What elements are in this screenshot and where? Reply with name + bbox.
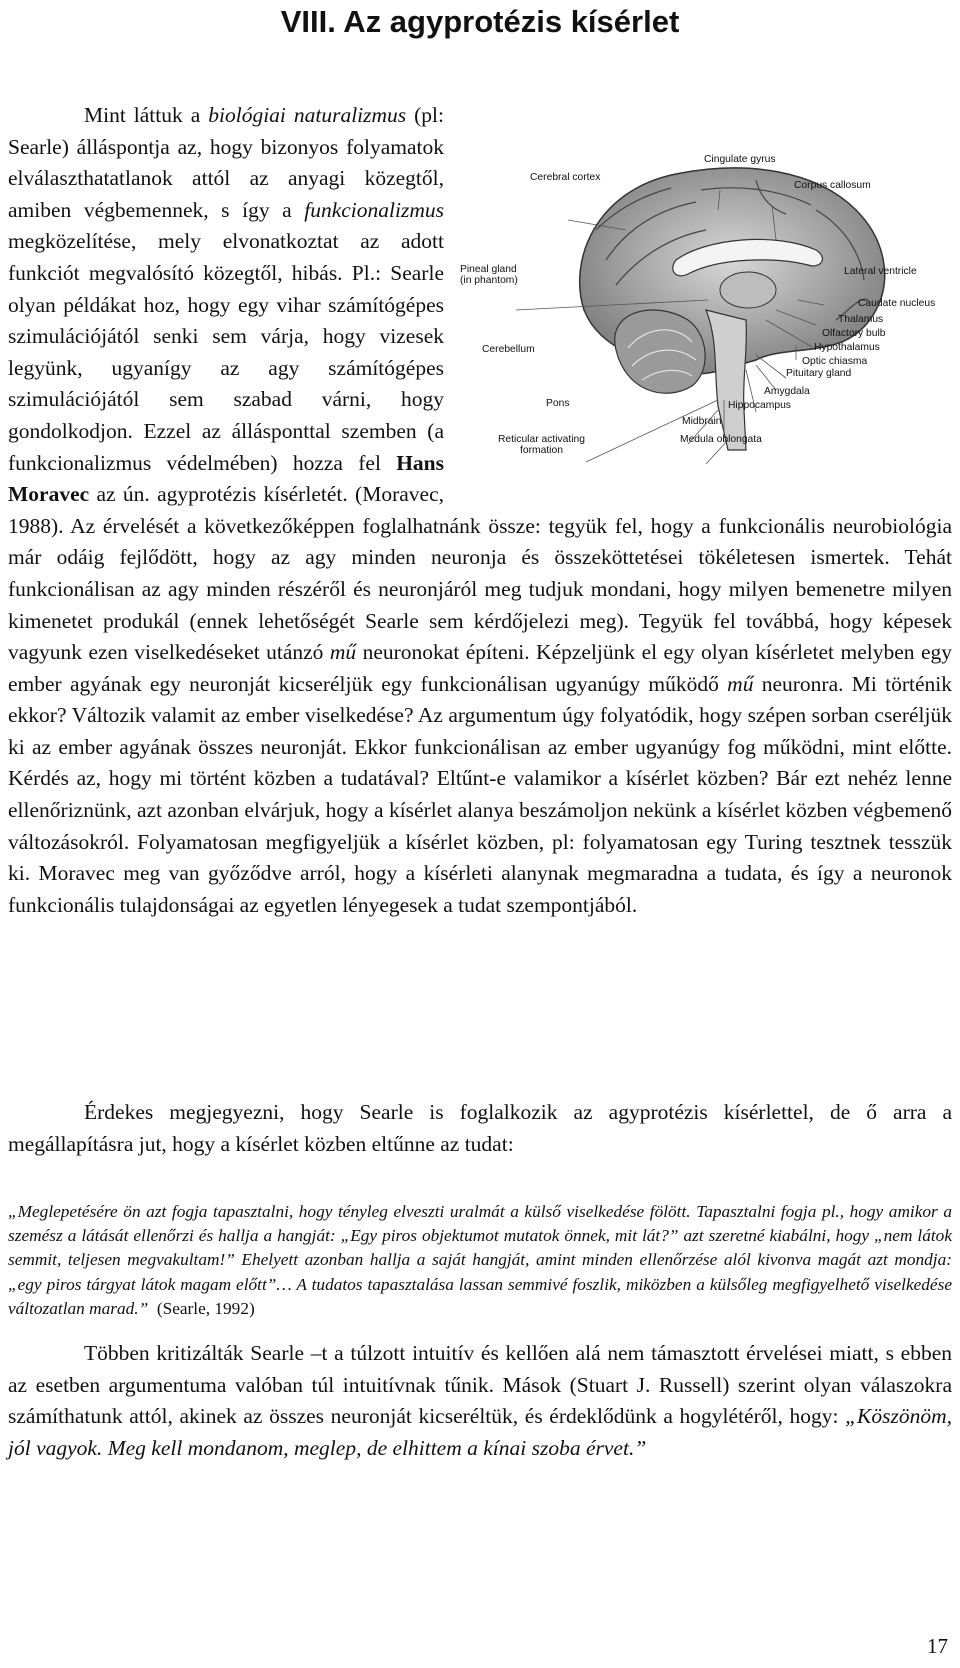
label-hypothalamus: Hypothalamus (814, 342, 880, 353)
text-run: megközelítése, mely elvonatkoztat az adott funkciót megvalósító közegtől, hibás. Pl.: Searle olyan példákat hoz, hogy egy vihar számítógépes szimulációjától senki sem várja, hogy vizesek legyünk, ugyanígy az agy számítógépes szimulációjától sem szabad várni, hogy gondolkodjon. Ezzel az állásponttal szemben (a funkcionalizmus védelmében) hozza fel (8, 229, 444, 475)
brain-figure (456, 110, 952, 502)
label-hippocampus: Hippocampus (728, 400, 791, 411)
label-midbrain: Midbrain (682, 416, 722, 427)
label-pineal-phantom: (in phantom) (460, 275, 518, 286)
label-pineal-gland: Pineal gland (460, 264, 517, 275)
term-biological-naturalism: biológiai naturalizmus (208, 103, 407, 127)
label-medulla-oblongata: Medula oblongata (680, 434, 762, 445)
quote-citation: (Searle, 1992) (156, 1298, 255, 1318)
text-run: az ún. agyprotézis kísérletét. (Moravec, 1988). Az érvelését a következőképpen foglalhatnánk össze: tegyük fel, hogy a funkcionális neurobiológia már odáig fejlődött, hogy az agy minden neuronja és összeköttetései tökéletesen ismertek. Tehát funkcionálisan az agy minden részéről és neuronjáról meg tudjuk mondani, hogy milyen bemenetre milyen kimenetet produkál (ennek lehetőségét Searle sem kérdőjelezi meg). Tegyük fel továbbá, hogy képesek vagyunk ezen viselkedéseket utánzó (8, 482, 952, 665)
label-thalamus: Thalamus (838, 314, 884, 325)
page-number: 17 (927, 1634, 948, 1658)
label-pituitary-gland: Pituitary gland (786, 368, 852, 379)
label-olfactory-bulb: Olfactory bulb (822, 328, 886, 339)
text-run: Mint láttuk a (84, 103, 209, 127)
label-cerebral-cortex: Cerebral cortex (530, 172, 601, 183)
paragraph-critique (8, 1338, 952, 1464)
text-run: (pl: Searle) álláspontja az, hogy bizonyos folyamatok elválaszthatatlanok attól az anyagi közegtől, amiben végbemennek, s így a (8, 103, 445, 222)
label-optic-chiasma: Optic chiasma (802, 356, 868, 367)
label-reticular-formation: Reticular activating (498, 434, 585, 445)
label-cingulate-gyrus: Cingulate gyrus (704, 154, 776, 165)
label-lateral-ventricle: Lateral ventricle (844, 266, 917, 277)
text-run: neuronra. Mi történik ekkor? Változik valamit az ember viselkedése? Az argumentum úgy folyatódik, hogy szépen sorban cseréljük ki az ember agyának összes neuronját. Ekkor funkcionálisan az ember ugyanúgy fog működni, mint előtte. Kérdés az, hogy mi történt közben a tudatával? Eltűnt-e valamikor a kísérlet közben? Bár ezt nehéz lenne ellenőriznünk, azt azonban elvárjuk, hogy a kísérlet alanya beszámoljon nekünk a kísérlet közben végbemenő változásokról. Folyamatosan megfigyeljük a kísérlet közben, pl: folyamatosan egy Turing tesztnek tesszük ki. Moravec meg van győződve arról, hogy a kísérleti alanynak megmaradna a tudata, és így a neuronok funkcionális tulajdonságai az egyetlen lényegesek a tudat szempontjából. (8, 671, 952, 917)
text-run: Érdekes megjegyezni, hogy Searle is foglalkozik az agyprotézis kísérlettel, de ő arra a megállapításra jut, hogy a kísérlet közben eltűnne az tudat: (8, 1100, 952, 1156)
label-pons: Pons (546, 398, 570, 409)
name-hans-moravec: Hans Moravec (8, 450, 444, 507)
label-reticular-formation-2: formation (520, 445, 563, 456)
paragraph-intro (8, 100, 952, 921)
label-caudate-nucleus: Caudate nucleus (858, 298, 936, 309)
term-functionalism: funkcionalizmus (304, 197, 444, 222)
label-cerebellum: Cerebellum (482, 344, 535, 355)
paragraph-searle (8, 1097, 952, 1160)
label-amygdala: Amygdala (764, 386, 810, 397)
page-title: VIII. Az agyprotézis kísérlet (280, 4, 680, 39)
block-quote (8, 1200, 952, 1321)
text-run: Többen kritizálták Searle –t a túlzott intuitív és kellően alá nem támasztott érvelései miatt, s ebben az esetben argumentuma valóban túl intuitívnak tűnik. Mások (Stuart J. Russell) szerint olyan válaszokra számíthatunk attól, akinek az összes neuronját kicseréltük, és érdeklődünk a hogylétéről, hogy: (8, 1341, 952, 1429)
text-run: neuronokat építeni. Képzeljünk el egy olyan kísérletet melyben egy ember agyának egy neuronját kicseréljük egy funkcionálisan ugyanúgy működő (8, 640, 952, 696)
label-corpus-callosum: Corpus callosum (794, 180, 871, 191)
term-mu: mű (329, 640, 357, 665)
quote-russell: „Köszönöm, jól vagyok. Meg kell mondanom, meglep, de elhittem a kínai szoba érvet.” (8, 1404, 952, 1460)
term-mu: mű (727, 671, 754, 696)
quote-text: „Meglepetésére ön azt fogja tapasztalni, hogy tényleg elveszti uralmát a külső viselkedése fölött. Tapasztalni fogja pl., hogy amikor a szemész a látását ellenőrzi és hallja a hangját: „Egy piros objektumot mutatok önnek, mit lát?” azt szeretné kiabálni, hogy „nem látok semmit, teljesen megvakultam!” Ehelyett azonban hallja a saját hangját, amint minden ellenőrzése alól kivonva magát azt mondja: „egy piros tárgyat látok magam előtt”… A tudatos tapasztalása lassan semmivé foszlik, miközben a külsőleg megfigyelhető viselkedése változatlan marad.” (8, 1202, 952, 1318)
